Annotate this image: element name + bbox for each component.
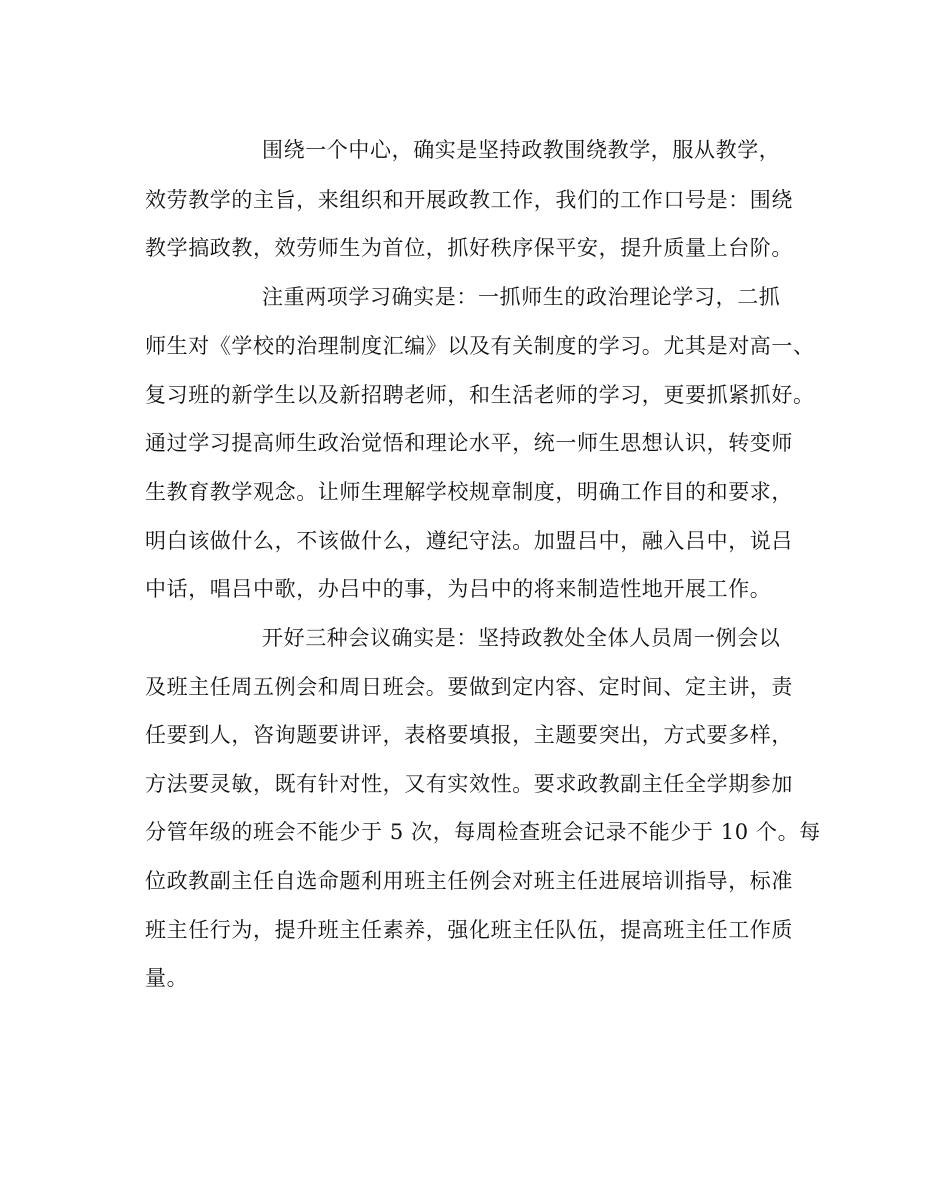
paragraph-3-line-6: 位政教副主任自选命题利用班主任例会对班主任进展培训指导，标准: [145, 869, 793, 893]
paragraph-3-line-7: 班主任行为，提升班主任素养，强化班主任队伍，提高班主任工作质: [145, 918, 793, 942]
paragraph-1-line-1: 围绕一个中心，确实是坚持政教围绕教学，服从教学，: [262, 138, 781, 162]
paragraph-2-line-5: 生教育教学观念。让师生理解学校规章制度，明确工作目的和要求，: [145, 480, 793, 504]
paragraph-1-line-2: 效劳教学的主旨，来组织和开展政教工作，我们的工作口号是：围绕: [145, 188, 793, 212]
paragraph-3-line-2: 及班主任周五例会和周日班会。要做到定内容、定时间、定主讲，责: [145, 675, 793, 699]
paragraph-1-line-3: 教学搞政教，效劳师生为首位，抓好秩序保平安，提升质量上台阶。: [145, 236, 793, 260]
paragraph-2-line-3: 复习班的新学生以及新招聘老师，和生活老师的学习，更要抓紧抓好。: [145, 383, 815, 407]
paragraph-3-line-3: 任要到人，咨询题要讲评，表格要填报，主题要突出，方式要多样，: [145, 723, 793, 747]
paragraph-2-line-7: 中话，唱吕中歌，办吕中的事，为吕中的将来制造性地开展工作。: [145, 577, 772, 601]
paragraph-3-line-4: 方法要灵敏，既有针对性，又有实效性。要求政教副主任全学期参加: [145, 772, 793, 796]
paragraph-2-line-2: 师生对《学校的治理制度汇编》以及有关制度的学习。尤其是对高一、: [145, 334, 815, 358]
paragraph-2-line-1: 注重两项学习确实是：一抓师生的政治理论学习，二抓: [262, 285, 781, 309]
paragraph-2-line-4: 通过学习提高师生政治觉悟和理论水平，统一师生思想认识，转变师: [145, 431, 793, 455]
paragraph-3-line-8: 量。: [145, 966, 189, 990]
paragraph-3-line-1: 开好三种会议确实是：坚持政教处全体人员周一例会以: [262, 626, 781, 650]
paragraph-2-line-6: 明白该做什么，不该做什么，遵纪守法。加盟吕中，融入吕中，说吕: [145, 529, 793, 553]
paragraph-3-line-5: 分管年级的班会不能少于 5 次，每周检查班会记录不能少于 10 个。每: [145, 820, 821, 844]
